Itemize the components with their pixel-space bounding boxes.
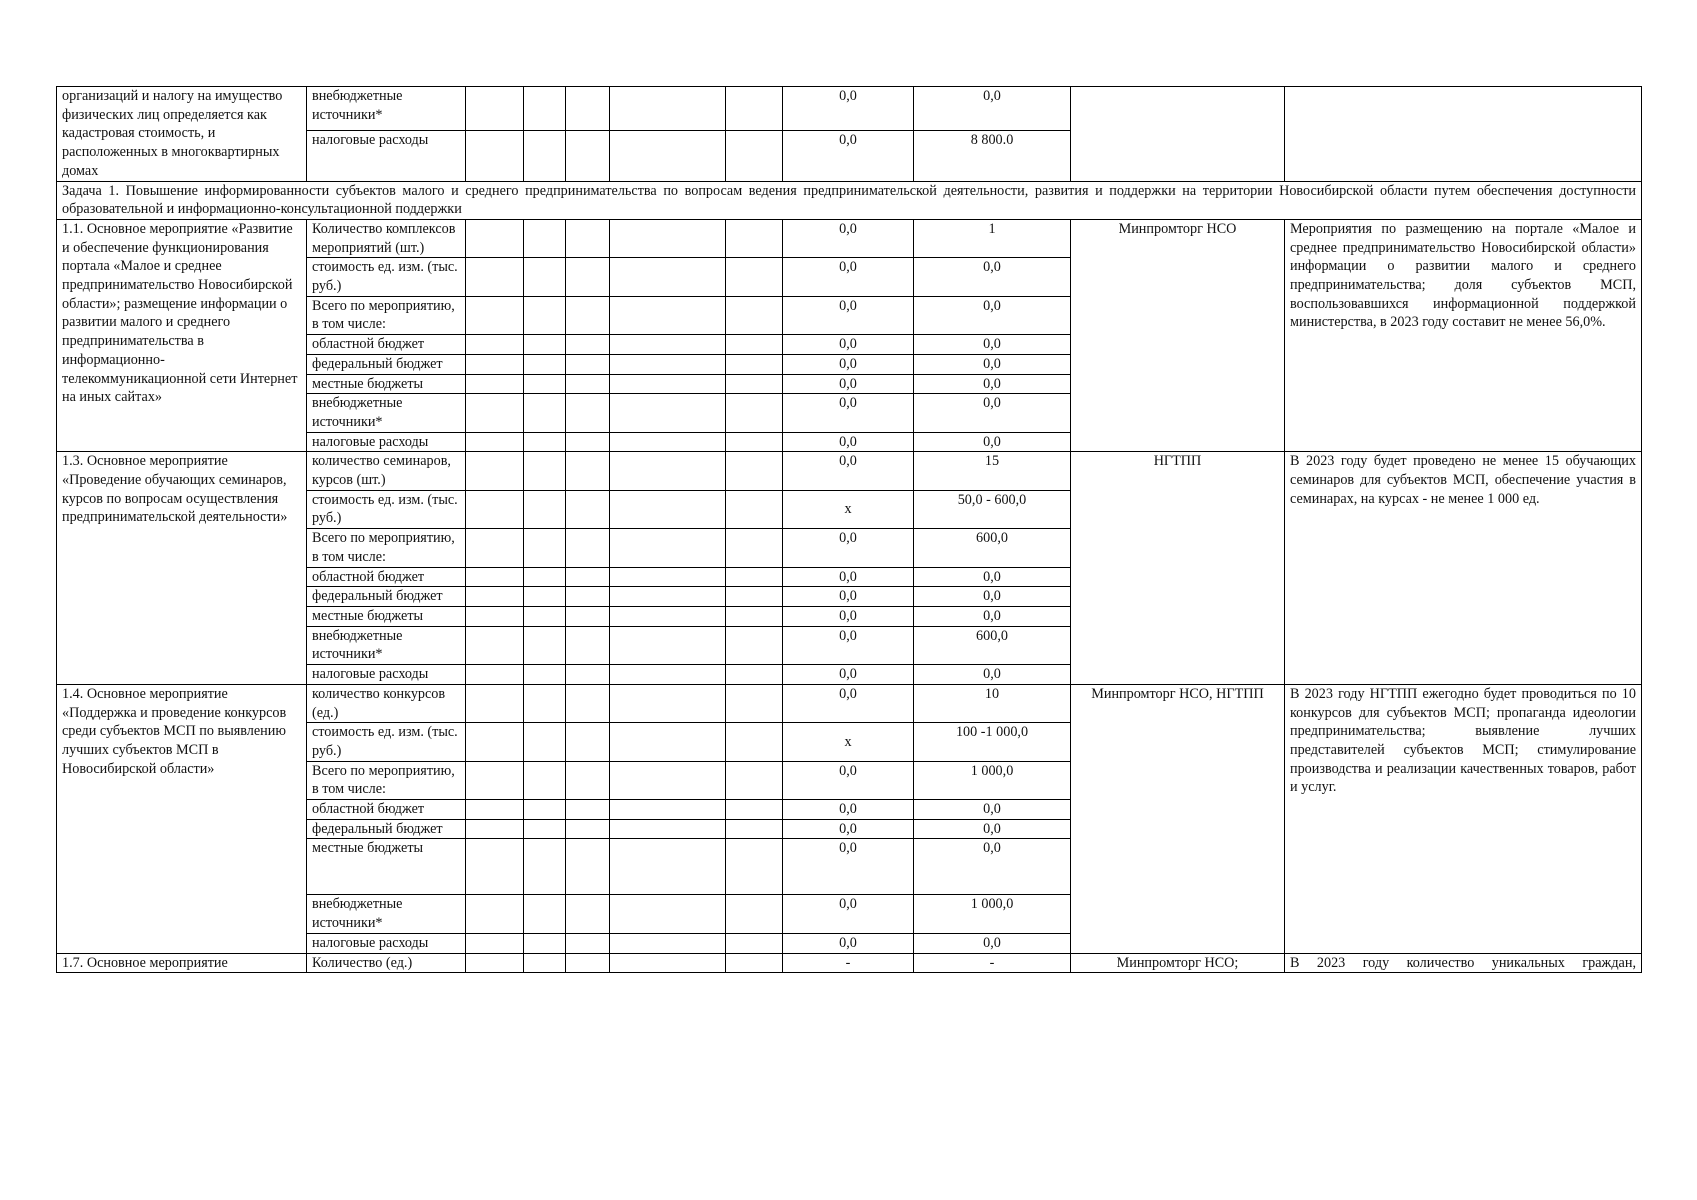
row-label: внебюджетные источники*: [307, 626, 466, 664]
value-cell: 0,0: [783, 258, 914, 296]
executor-cell: Минпромторг НСО, НГТПП: [1071, 684, 1285, 953]
row-label: областной бюджет: [307, 335, 466, 355]
row-label: внебюджетные источники*: [307, 895, 466, 933]
value-cell: -: [914, 953, 1071, 973]
row-label: налоговые расходы: [307, 933, 466, 953]
row-label: налоговые расходы: [307, 432, 466, 452]
row-label: внебюджетные источники*: [307, 87, 466, 131]
event-cell: 1.1. Основное мероприятие «Развитие и обеспечение функционирования портала «Малое и среднее предпринимательство Новосибирской области»; размещение информации о развитии малого и среднего предпринимательства в информационно-телекоммуникационной сети Интернет на иных сайтах»: [57, 219, 307, 451]
row-label: федеральный бюджет: [307, 354, 466, 374]
result-cell: Мероприятия по размещению на портале «Малое и среднее предпринимательство Новосибирской области» информации о развитии малого и среднего предпринимательства; доля субъектов МСП, воспользовавшихся информационной поддержкой министерства, в 2023 году составит не менее 56,0%.: [1285, 219, 1642, 451]
value-cell: 0,0: [914, 354, 1071, 374]
value-cell: 0,0: [914, 800, 1071, 820]
row-label: местные бюджеты: [307, 374, 466, 394]
value-cell: 0,0: [783, 87, 914, 131]
value-cell: 0,0: [914, 335, 1071, 355]
value-cell: -: [783, 953, 914, 973]
row-label: областной бюджет: [307, 567, 466, 587]
value-cell: х: [783, 490, 914, 528]
value-cell: 0,0: [914, 374, 1071, 394]
row-label: областной бюджет: [307, 800, 466, 820]
value-cell: 0,0: [783, 529, 914, 567]
value-cell: 0,0: [783, 606, 914, 626]
event-cell: 1.4. Основное мероприятие «Поддержка и проведение конкурсов среди субъектов МСП по выявлению лучших субъектов МСП в Новосибирской области»: [57, 684, 307, 953]
value-cell: 0,0: [783, 895, 914, 933]
value-cell: 0,0: [914, 933, 1071, 953]
value-cell: 10: [914, 684, 1071, 722]
value-cell: 0,0: [783, 933, 914, 953]
row-label: Количество (ед.): [307, 953, 466, 973]
value-cell: 15: [914, 452, 1071, 490]
value-cell: 600,0: [914, 529, 1071, 567]
value-cell: 0,0: [783, 684, 914, 722]
value-cell: 0,0: [783, 296, 914, 334]
row-label: местные бюджеты: [307, 606, 466, 626]
event-cell: 1.3. Основное мероприятие «Проведение обучающих семинаров, курсов по вопросам осуществления предпринимательской деятельности»: [57, 452, 307, 684]
value-cell: 0,0: [783, 335, 914, 355]
value-cell: 1 000,0: [914, 895, 1071, 933]
value-cell: 0,0: [914, 296, 1071, 334]
program-table: [56, 86, 1642, 973]
value-cell: 0,0: [783, 432, 914, 452]
executor-cell: Минпромторг НСО: [1071, 219, 1285, 451]
value-cell: 0,0: [783, 452, 914, 490]
value-cell: 0,0: [914, 665, 1071, 685]
value-cell: х: [783, 723, 914, 761]
row-label: Всего по мероприятию, в том числе:: [307, 529, 466, 567]
row-label: стоимость ед. изм. (тыс. руб.): [307, 723, 466, 761]
value-cell: 0,0: [783, 130, 914, 181]
value-cell: 600,0: [914, 626, 1071, 664]
row-label: Всего по мероприятию, в том числе:: [307, 761, 466, 799]
value-cell: 0,0: [783, 354, 914, 374]
executor-cell: Минпромторг НСО;: [1071, 953, 1285, 973]
value-cell: 1: [914, 219, 1071, 257]
row-label: Количество комплексов мероприятий (шт.): [307, 219, 466, 257]
value-cell: 0,0: [914, 819, 1071, 839]
row-label: количество конкурсов (ед.): [307, 684, 466, 722]
row-label: налоговые расходы: [307, 130, 466, 181]
value-cell: 0,0: [914, 587, 1071, 607]
value-cell: 0,0: [914, 839, 1071, 895]
value-cell: 0,0: [914, 258, 1071, 296]
result-cell: В 2023 году количество уникальных граждан,: [1285, 953, 1642, 973]
value-cell: 0,0: [783, 819, 914, 839]
value-cell: 0,0: [783, 761, 914, 799]
value-cell: 100 -1 000,0: [914, 723, 1071, 761]
value-cell: 0,0: [783, 374, 914, 394]
value-cell: 1 000,0: [914, 761, 1071, 799]
value-cell: 0,0: [783, 394, 914, 432]
value-cell: 0,0: [783, 587, 914, 607]
row-label: стоимость ед. изм. (тыс. руб.): [307, 490, 466, 528]
row-label: стоимость ед. изм. (тыс. руб.): [307, 258, 466, 296]
value-cell: 0,0: [914, 567, 1071, 587]
value-cell: 0,0: [783, 665, 914, 685]
value-cell: 0,0: [783, 800, 914, 820]
row-label: количество семинаров, курсов (шт.): [307, 452, 466, 490]
event-cell: 1.7. Основное мероприятие: [57, 953, 307, 973]
row-label: внебюджетные источники*: [307, 394, 466, 432]
row-label: местные бюджеты: [307, 839, 466, 895]
value-cell: 0,0: [914, 87, 1071, 131]
value-cell: 0,0: [783, 839, 914, 895]
result-cell: В 2023 году НГТПП ежегодно будет проводиться по 10 конкурсов для субъектов МСП; пропаганда идеологии предпринимательства; выявление лучших представителей субъектов МСП; стимулирование производства и реализации качественных товаров, работ и услуг.: [1285, 684, 1642, 953]
value-cell: 0,0: [914, 606, 1071, 626]
value-cell: 0,0: [914, 432, 1071, 452]
value-cell: 0,0: [914, 394, 1071, 432]
executor-cell: [1071, 87, 1285, 182]
row-label: федеральный бюджет: [307, 587, 466, 607]
value-cell: 50,0 - 600,0: [914, 490, 1071, 528]
event-cell: организаций и налогу на имущество физических лиц определяется как кадастровая стоимость, и расположенных в многоквартирных домах: [57, 87, 307, 182]
value-cell: 0,0: [783, 219, 914, 257]
value-cell: 0,0: [783, 567, 914, 587]
executor-cell: НГТПП: [1071, 452, 1285, 684]
value-cell: 0,0: [783, 626, 914, 664]
row-label: федеральный бюджет: [307, 819, 466, 839]
result-cell: В 2023 году будет проведено не менее 15 обучающих семинаров для субъектов МСП, обеспечение участия в семинарах, на курсах - не менее 1 000 ед.: [1285, 452, 1642, 684]
task-heading: Задача 1. Повышение информированности субъектов малого и среднего предпринимательства по вопросам ведения предпринимательской деятельности, развития и поддержки на территории Новосибирской области путем обеспечения доступности образовательной и информационно-консультационной поддержки: [57, 181, 1642, 219]
row-label: Всего по мероприятию, в том числе:: [307, 296, 466, 334]
result-cell: [1285, 87, 1642, 182]
row-label: налоговые расходы: [307, 665, 466, 685]
value-cell: 8 800.0: [914, 130, 1071, 181]
